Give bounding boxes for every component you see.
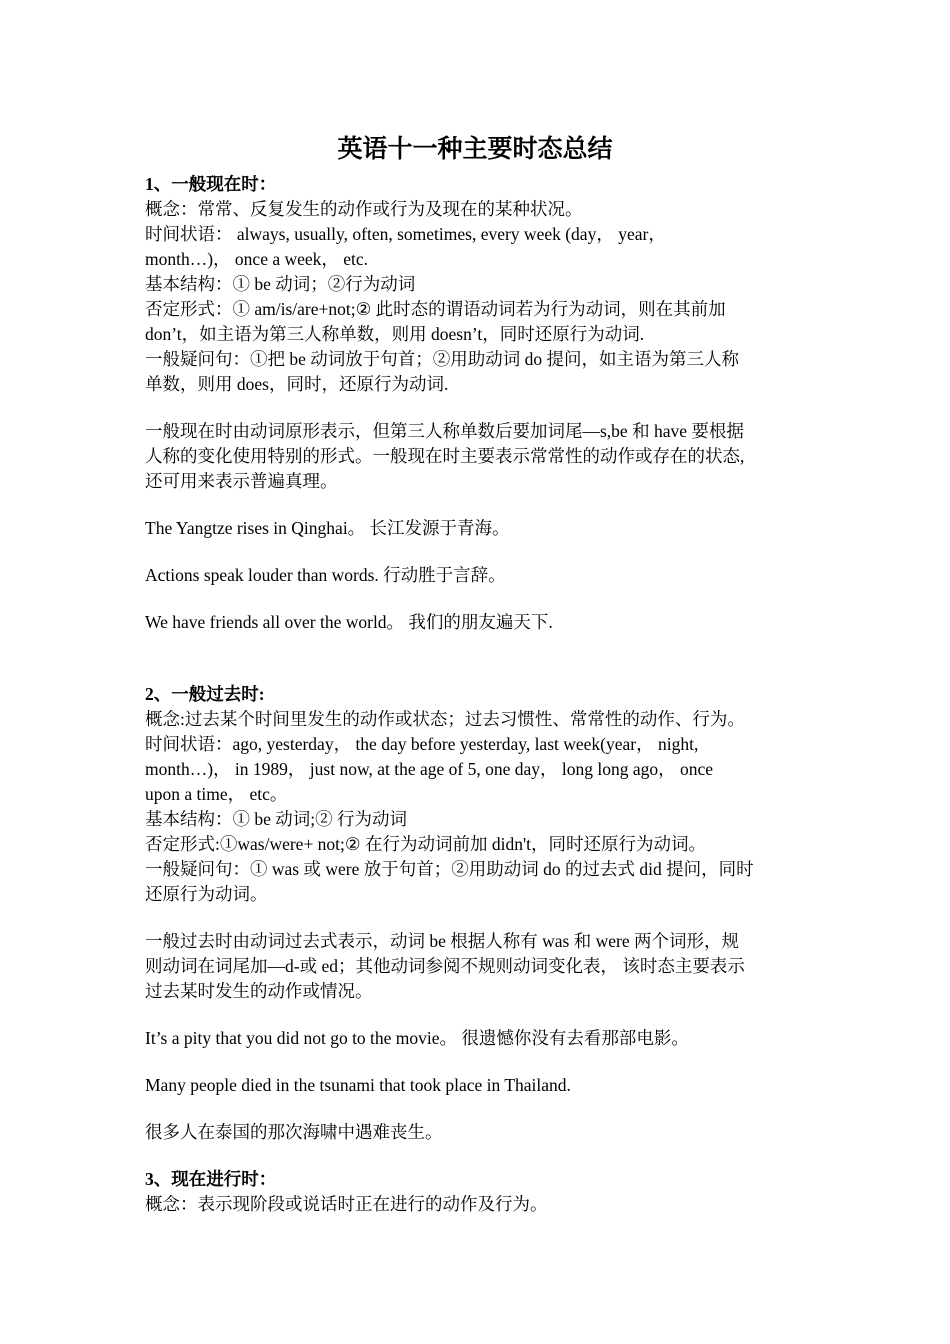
paragraph-line: month…)， once a week， etc. [145,249,369,269]
section-heading: 3、现在进行时： [145,1169,277,1189]
paragraph-line: month…)， in 1989， just now, at the age of 5, one day， long long ago， once [145,759,714,779]
example-sentence: Many people died in the tsunami that took place in Thailand. [145,1075,571,1095]
paragraph-line: 概念：常常、反复发生的动作或行为及现在的某种状况。 [145,199,583,219]
paragraph-line: 时间状语： always, usually, often, sometimes, every week (day， year， [145,224,666,244]
paragraph-line: 一般疑问句：① was 或 were 放于句首；②用助动词 do 的过去式 did 提问，同时 [145,859,754,879]
paragraph-line: 人称的变化使用特别的形式。一般现在时主要表示常常性的动作或存在的状态, [145,446,745,466]
example-sentence: 很多人在泰国的那次海啸中遇难丧生。 [145,1122,443,1142]
paragraph-line: 基本结构：① be 动词；②行为动词 [145,274,416,294]
example-sentence: Actions speak louder than words. 行动胜于言辞。 [145,565,506,585]
paragraph-line: upon a time， etc。 [145,784,288,804]
document-body [145,172,810,1217]
paragraph-line: 还可用来表示普遍真理。 [145,471,338,491]
example-sentence: It’s a pity that you did not go to the movie。 很遗憾你没有去看那部电影。 [145,1028,689,1048]
paragraph-line: 一般疑问句：①把 be 动词放于句首；②用助动词 do 提问，如主语为第三人称 [145,349,740,369]
paragraph-line: 还原行为动词。 [145,884,268,904]
paragraph-line: 时间状语：ago, yesterday， the day before yesterday, last week(year， night, [145,734,699,754]
paragraph-line: don’t，如主语为第三人称单数，则用 doesn’t，同时还原行为动词. [145,324,645,344]
paragraph-line: 基本结构：① be 动词;② 行为动词 [145,809,408,829]
example-sentence: The Yangtze rises in Qinghai。 长江发源于青海。 [145,518,510,538]
section-heading: 2、一般过去时: [145,684,265,704]
paragraph-line: 概念:过去某个时间里发生的动作或状态；过去习惯性、常常性的动作、行为。 [145,709,745,729]
paragraph-line: 单数，则用 does，同时，还原行为动词. [145,374,449,394]
section-heading: 1、一般现在时： [145,174,277,194]
paragraph-line: 概念：表示现阶段或说话时正在进行的动作及行为。 [145,1194,548,1214]
paragraph-line: 一般现在时由动词原形表示，但第三人称单数后要加词尾—s,be 和 have 要根据 [145,421,744,441]
example-sentence: We have friends all over the world。 我们的朋友遍天下. [145,612,553,632]
paragraph-line: 否定形式：① am/is/are+not;② 此时态的谓语动词若为行为动词，则在其前加 [145,299,726,319]
paragraph-line: 一般过去时由动词过去式表示，动词 be 根据人称有 was 和 were 两个词形，规 [145,931,739,951]
page-title: 英语十一种主要时态总结 [337,136,613,163]
paragraph-line: 过去某时发生的动作或情况。 [145,981,373,1001]
paragraph-line: 则动词在词尾加—d-或 ed；其他动词参阅不规则动词变化表， 该时态主要表示 [145,956,745,976]
paragraph-line: 否定形式:①was/were+ not;② 在行为动词前加 didn't，同时还原行为动词。 [145,834,706,854]
